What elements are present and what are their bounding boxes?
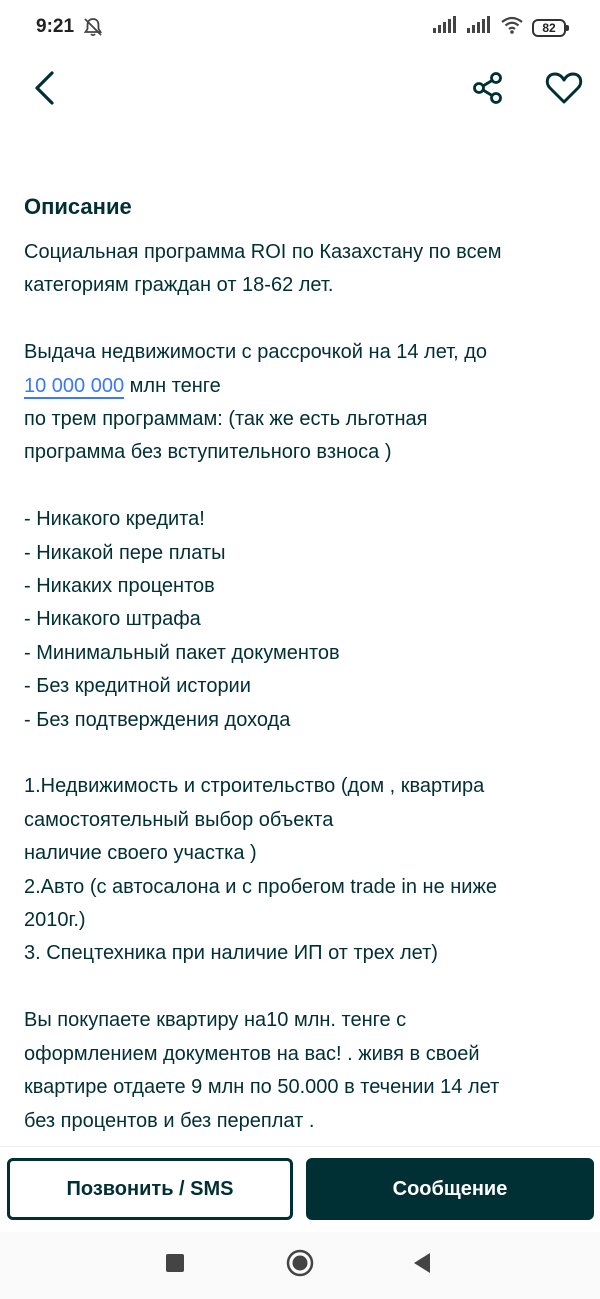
description-line: 3. Спецтехника при наличие ИП от трех лет) bbox=[24, 942, 438, 965]
back-icon[interactable] bbox=[22, 66, 66, 110]
message-button[interactable]: Сообщение bbox=[306, 1158, 594, 1220]
amount-link[interactable]: 10 000 000 bbox=[24, 374, 125, 397]
top-app-bar bbox=[0, 56, 600, 120]
description-line: - Никакого штрафа bbox=[24, 608, 201, 631]
wifi-icon bbox=[500, 16, 524, 39]
description-line: по трем программам: (так же есть льготная bbox=[24, 408, 428, 431]
amount-suffix: млн тенге bbox=[124, 374, 221, 397]
description-line bbox=[24, 971, 584, 1004]
description-line: - Минимальный пакет документов bbox=[24, 641, 340, 664]
share-icon[interactable] bbox=[466, 66, 510, 110]
description-line: самостоятельный выбор объекта bbox=[24, 808, 334, 831]
description-line: Выдача недвижимости с рассрочкой на 14 лет, до bbox=[24, 341, 488, 364]
bell-off-icon bbox=[82, 16, 104, 43]
description-line: без процентов и без переплат . bbox=[24, 1109, 315, 1132]
description-line: квартире отдаете 9 млн по 50.000 в течении 14 лет bbox=[24, 1076, 500, 1099]
description-line: - Никаких процентов bbox=[24, 575, 215, 598]
description-line: 1.Недвижимость и строительство (дом , квартира bbox=[24, 775, 485, 798]
status-time: 9:21 bbox=[36, 16, 75, 37]
status-icons bbox=[432, 16, 566, 39]
heart-icon[interactable] bbox=[540, 64, 588, 112]
description-line: Социальная программа ROI по Казахстану по всем bbox=[24, 241, 502, 263]
call-sms-button[interactable]: Позвонить / SMS bbox=[7, 1158, 293, 1220]
contact-action-bar bbox=[0, 1146, 600, 1233]
description-line: наличие своего участка ) bbox=[24, 842, 257, 865]
description-line: программа без вступительного взноса ) bbox=[24, 441, 392, 464]
system-nav-bar bbox=[0, 1232, 600, 1299]
signal-icon bbox=[432, 16, 458, 39]
back-triangle-icon[interactable] bbox=[412, 1252, 432, 1274]
description-line bbox=[24, 303, 584, 336]
description-line: - Никакой пере платы bbox=[24, 541, 226, 564]
description-line: Вы покупаете квартиру на10 млн. тенге с bbox=[24, 1009, 407, 1032]
description-line bbox=[24, 470, 584, 503]
description-line: категориям граждан от 18-62 лет. bbox=[24, 274, 334, 297]
description-line-amount bbox=[24, 370, 584, 403]
description-line: - Без кредитной истории bbox=[24, 675, 251, 698]
description-line: - Без подтверждения дохода bbox=[24, 708, 291, 731]
description-title: Описание bbox=[24, 194, 132, 219]
description-line: оформлением документов на вас! . живя в своей bbox=[24, 1042, 480, 1065]
battery-icon: 82 bbox=[532, 19, 566, 37]
description-line bbox=[24, 737, 584, 770]
status-bar bbox=[0, 0, 600, 56]
recent-apps-icon[interactable] bbox=[166, 1254, 184, 1272]
description-line: 2010г.) bbox=[24, 909, 86, 932]
home-icon[interactable] bbox=[286, 1249, 314, 1277]
description-line: 2.Авто (с автосалона и с пробегом trade in не ниже bbox=[24, 875, 497, 898]
description-section bbox=[24, 190, 584, 1138]
description-text bbox=[24, 236, 584, 1138]
description-line: - Никакого кредита! bbox=[24, 508, 205, 531]
signal-icon bbox=[466, 16, 492, 39]
